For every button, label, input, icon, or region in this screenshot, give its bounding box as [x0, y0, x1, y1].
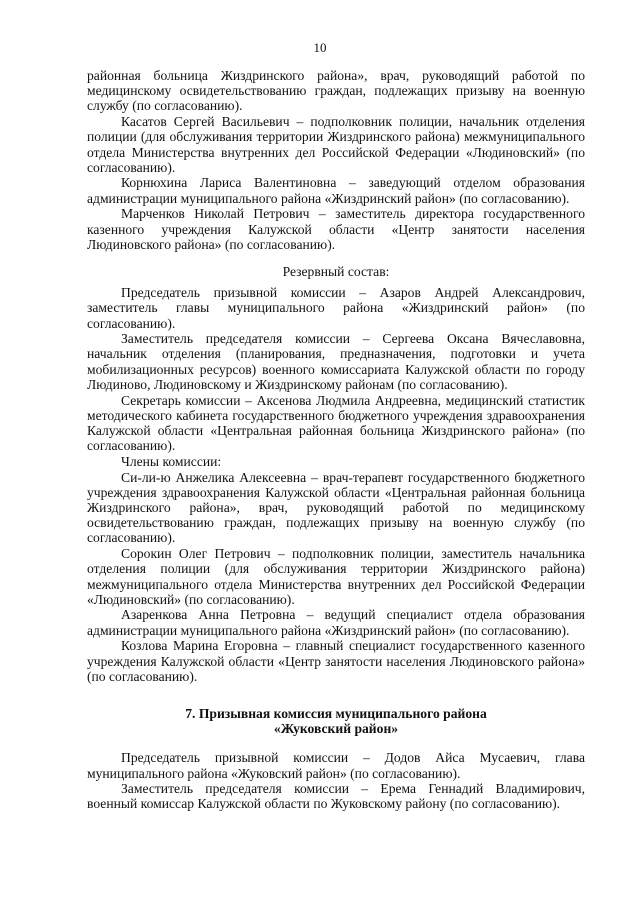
reserve-paragraph-2: Секретарь комиссии – Аксенова Людмила Андреевна, медицинский статистик методического кабинета государственного бюджетного учреждения здравоохранения Калужской области «Центральная районная больница Жиздринского района» (по согласованию). [87, 392, 585, 454]
reserve-paragraph-6: Азаренкова Анна Петровна – ведущий специалист отдела образования администрации муниципального района «Жиздринский район» (по согласованию). [87, 607, 585, 638]
page-number: 10 [313, 40, 327, 55]
reserve-heading: Резервный состав: [282, 263, 390, 279]
paragraph-top-3: Марченков Николай Петрович – заместитель директора государственного казенного учреждения Калужской области «Центр занятости населения Людиновского района» (по согласованию). [87, 206, 585, 252]
paragraph-top-0: районная больница Жиздринского района», врач, руководящий работой по медицинскому освидетельствованию граждан, подлежащих призыву на военную службу (по согласованию). [87, 68, 585, 114]
document-body [87, 68, 585, 812]
section-7-paragraph-1: Заместитель председателя комиссии – Ерема Геннадий Владимирович, военный комиссар Калужской области по Жуковскому району (по согласованию). [87, 781, 585, 812]
paragraph-top-2: Корнюхина Лариса Валентиновна – заведующий отделом образования администрации муниципального района «Жиздринский район» (по согласованию). [87, 175, 585, 206]
reserve-members-label: Члены комиссии: [121, 453, 222, 469]
reserve-paragraph-7: Козлова Марина Егоровна – главный специалист государственного казенного учреждения Калужской области «Центр занятости населения Людиновского района» (по согласованию). [87, 638, 585, 684]
reserve-paragraph-1: Заместитель председателя комиссии – Сергеева Оксана Вячеславовна, начальник отделения (планирования, предназначения, подготовки и учета мобилизационных ресурсов) военного комиссариата Калужской области по городу Людиново, Людиновскому и Жиздринскому районам (по согласованию). [87, 331, 585, 392]
section-7-heading [87, 706, 585, 736]
reserve-paragraph-0: Председатель призывной комиссии – Азаров Андрей Александрович, заместитель главы муниципального района «Жиздринский район» (по согласованию). [87, 285, 585, 331]
section-7-title-line-1: 7. Призывная комиссия муниципального района [185, 705, 487, 721]
reserve-paragraph-4: Си-ли-ю Анжелика Алексеевна – врач-терапевт государственного бюджетного учреждения здравоохранения Калужской области «Центральная районная больница Жиздринского района», врач, руководящий работой по медицинскому освидетельствованию граждан, подлежащих призыву на военную службу (по согласованию). [87, 469, 585, 546]
section-7-paragraph-0: Председатель призывной комиссии – Додов Айса Мусаевич, глава муниципального района «Жуковский район» (по согласованию). [87, 750, 585, 781]
section-7-title-line-2: «Жуковский район» [273, 721, 399, 737]
reserve-paragraph-5: Сорокин Олег Петрович – подполковник полиции, заместитель начальника отделения полиции (для обслуживания территории Жиздринского района) межмуниципального отдела Министерства внутренних дел Российской Федерации «Людиновский» (по согласованию). [87, 546, 585, 607]
paragraph-top-1: Касатов Сергей Васильевич – подполковник полиции, начальник отделения полиции (для обслуживания территории Жиздринского района) межмуниципального отдела Министерства внутренних дел Российской Федерации «Людиновский» (по согласованию). [87, 114, 585, 175]
